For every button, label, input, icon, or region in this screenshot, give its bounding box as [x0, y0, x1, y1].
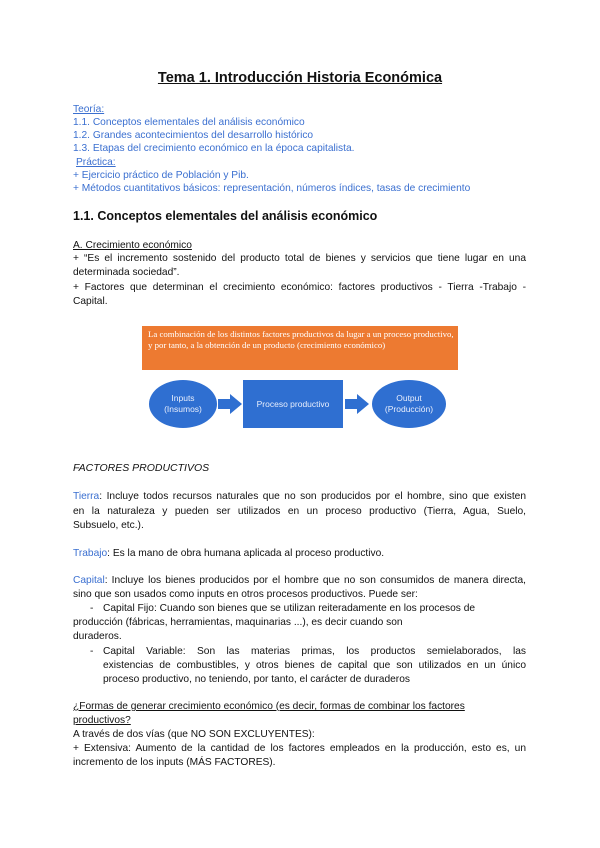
- inputs-ellipse: [149, 380, 217, 428]
- output-sublabel: (Producción): [384, 404, 434, 414]
- inputs-label: Inputs: [171, 393, 195, 403]
- trabajo-paragraph: [73, 547, 526, 562]
- page-title: Tema 1. Introducción Historia Económica: [157, 70, 443, 86]
- crecimiento-factores-line2: Capital.: [73, 296, 108, 307]
- tierra-line1: [73, 490, 526, 505]
- tierra-term: Tierra: [73, 491, 100, 502]
- tierra-text1: : Incluye todos recursos naturales que no son producidos por el hombre, sino que existen: [99, 491, 526, 502]
- arrow-right-icon: [218, 394, 242, 414]
- trabajo-term: Trabajo: [73, 548, 108, 559]
- formas-question-line1: ¿Formas de generar crecimiento económico (es decir, formas de combinar los factores: [73, 701, 465, 712]
- process-label: Proceso productivo: [256, 399, 330, 409]
- practica-item-2: + Métodos cuantitativos básicos: representación, números índices, tasas de crecimiento: [73, 183, 471, 194]
- crecimiento-definition-line1: + “Es el incremento sostenido del producto total de bienes y servicios que tiene lugar en una: [73, 253, 526, 264]
- crecimiento-heading: A. Crecimiento económico: [73, 240, 192, 251]
- formas-extensiva-line2: incremento de los inputs (MÁS FACTORES).: [73, 757, 276, 768]
- capital-line2: sino que son usados como inputs en otros procesos productivos. Puede ser:: [73, 589, 418, 600]
- practica-label: Práctica:: [76, 157, 116, 168]
- capital-text1: : Incluye los bienes producidos por el hombre que no son consumidos de manera directa,: [104, 575, 526, 586]
- formas-question-line2: productivos?: [73, 715, 131, 726]
- teoria-label: Teoría:: [73, 104, 105, 115]
- tierra-line2: en la naturaleza y pueden ser utilizados en un proceso productivo (Tierra, Agua, Suelo,: [73, 506, 526, 517]
- factores-heading: FACTORES PRODUCTIVOS: [73, 462, 210, 474]
- section-heading: 1.1. Conceptos elementales del análisis económico: [73, 209, 378, 223]
- output-ellipse: [372, 380, 446, 428]
- capital-line1: [73, 574, 526, 589]
- output-label: Output: [396, 393, 422, 403]
- formas-extensiva-line1: + Extensiva: Aumento de la cantidad de los factores empleados en la producción, esto es, un: [73, 743, 526, 754]
- inputs-sublabel: (Insumos): [164, 404, 202, 414]
- tierra-line3: Subsuelo, etc.).: [73, 520, 144, 531]
- list-dash: -: [90, 646, 94, 657]
- teoria-item-3: 1.3. Etapas del crecimiento económico en la época capitalista.: [73, 143, 355, 154]
- crecimiento-definition-line2: determinada sociedad”.: [73, 267, 180, 278]
- arrow-right-icon: [345, 394, 369, 414]
- capital-fijo-line3: duraderos.: [73, 631, 122, 642]
- practica-item-1: + Ejercicio práctico de Población y Pib.: [73, 170, 249, 181]
- teoria-item-1: 1.1. Conceptos elementales del análisis económico: [73, 117, 305, 128]
- capital-fijo-line2: producción (fábricas, herramientas, maquinarias ...), es decir cuando son: [73, 617, 403, 628]
- trabajo-text: : Es la mano de obra humana aplicada al proceso productivo.: [107, 548, 385, 559]
- capital-term: Capital: [73, 575, 105, 586]
- capital-variable-line2: existencias de combustibles, y otros bienes de capital que son utilizados en un único: [103, 660, 526, 671]
- crecimiento-factores-line1: + Factores que determinan el crecimiento económico: factores productivos - Tierra -Trabajo -: [73, 282, 526, 293]
- capital-variable-line3: proceso productivo, no teniendo, por tanto, el carácter de duraderos: [103, 674, 410, 685]
- list-dash: -: [90, 603, 94, 614]
- teoria-item-2: 1.2. Grandes acontecimientos del desarrollo histórico: [73, 130, 314, 141]
- capital-variable-line1: - Capital Variable: Son las materias primas, los productos semielaborados, las: [73, 645, 526, 658]
- diagram-banner-text: La combinación de los distintos factores productivos da lugar a un proceso productivo, y por tanto, a la obtención de un producto (crecimiento económico): [148, 329, 454, 350]
- formas-line1: A través de dos vías (que NO SON EXCLUYENTES):: [73, 729, 315, 740]
- process-box: [243, 380, 343, 428]
- capital-fijo-line1: - Capital Fijo: Cuando son bienes que se utilizan reiteradamente en los procesos de: [73, 602, 475, 615]
